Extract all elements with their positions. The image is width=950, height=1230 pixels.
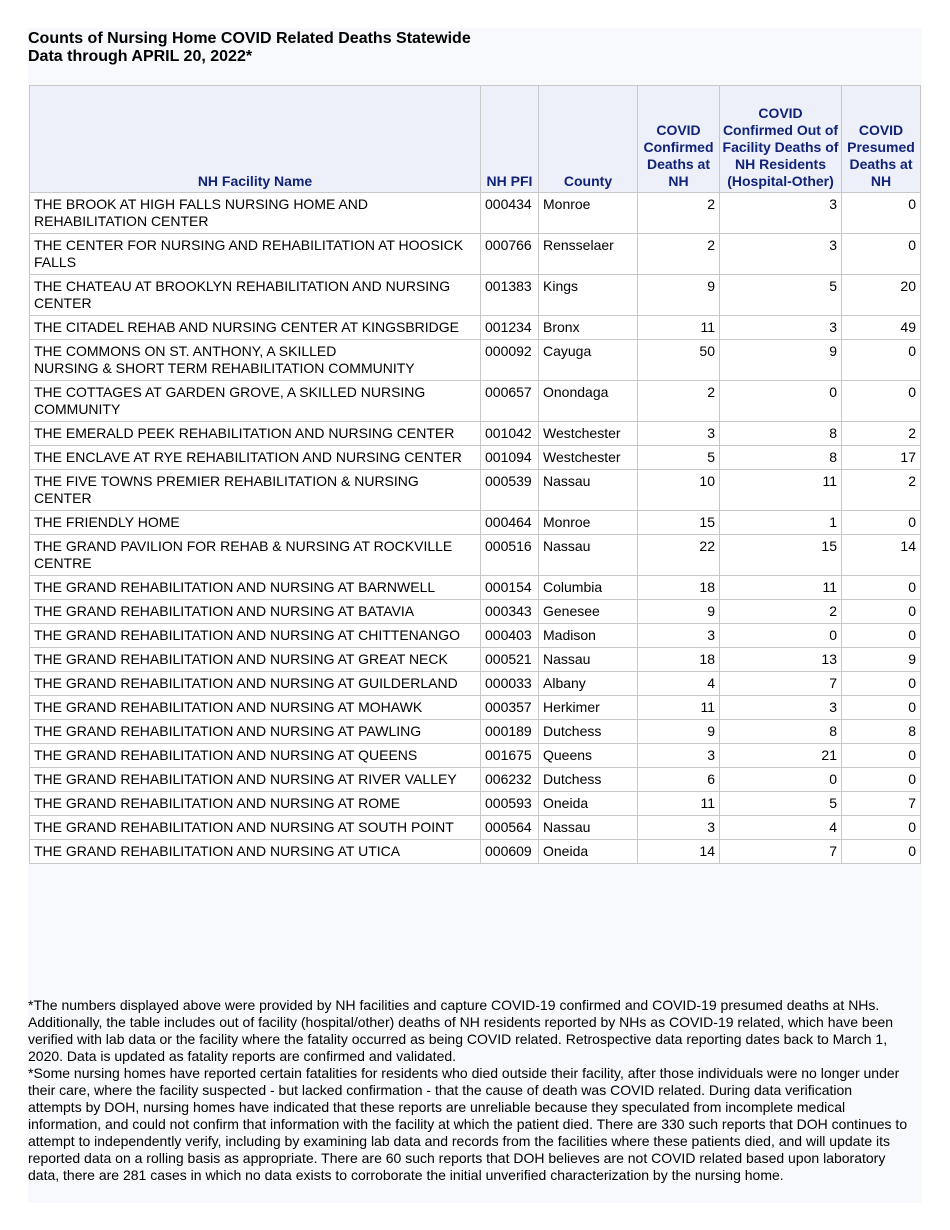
cell-confirmed-deaths: 15 (638, 511, 720, 535)
cell-presumed-deaths: 2 (842, 470, 921, 511)
table-row (30, 234, 921, 275)
cell-nh-pfi: 000343 (481, 600, 539, 624)
cell-nh-pfi: 000189 (481, 720, 539, 744)
cell-presumed-deaths: 49 (842, 316, 921, 340)
cell-nh-pfi: 001675 (481, 744, 539, 768)
cell-facility-name: THE GRAND REHABILITATION AND NURSING AT CHITTENANGO (30, 624, 481, 648)
footnotes (28, 997, 908, 1184)
cell-presumed-deaths: 9 (842, 648, 921, 672)
cell-nh-pfi: 000593 (481, 792, 539, 816)
cell-county: Oneida (539, 840, 638, 864)
cell-facility-name: THE GRAND REHABILITATION AND NURSING AT PAWLING (30, 720, 481, 744)
cell-county: Monroe (539, 193, 638, 234)
cell-confirmed-deaths: 9 (638, 275, 720, 316)
cell-out-of-facility-deaths: 2 (720, 600, 842, 624)
cell-nh-pfi: 000516 (481, 535, 539, 576)
cell-county: Nassau (539, 535, 638, 576)
cell-presumed-deaths: 0 (842, 193, 921, 234)
table-row (30, 744, 921, 768)
cell-nh-pfi: 001383 (481, 275, 539, 316)
cell-facility-name: THE COTTAGES AT GARDEN GROVE, A SKILLED NURSING COMMUNITY (30, 381, 481, 422)
cell-presumed-deaths: 17 (842, 446, 921, 470)
cell-out-of-facility-deaths: 11 (720, 470, 842, 511)
cell-nh-pfi: 000092 (481, 340, 539, 381)
table-row (30, 193, 921, 234)
col-header-county: County (539, 86, 638, 193)
cell-facility-name: THE GRAND REHABILITATION AND NURSING AT QUEENS (30, 744, 481, 768)
cell-out-of-facility-deaths: 8 (720, 446, 842, 470)
cell-out-of-facility-deaths: 7 (720, 840, 842, 864)
cell-out-of-facility-deaths: 3 (720, 316, 842, 340)
cell-presumed-deaths: 2 (842, 422, 921, 446)
cell-nh-pfi: 000154 (481, 576, 539, 600)
table-row (30, 696, 921, 720)
cell-presumed-deaths: 0 (842, 576, 921, 600)
table-row (30, 672, 921, 696)
table-row (30, 422, 921, 446)
cell-nh-pfi: 001042 (481, 422, 539, 446)
cell-confirmed-deaths: 18 (638, 648, 720, 672)
col-header-out-of-facility-deaths: COVID Confirmed Out of Facility Deaths of NH Residents (Hospital-Other) (720, 86, 842, 193)
cell-out-of-facility-deaths: 15 (720, 535, 842, 576)
cell-nh-pfi: 001094 (481, 446, 539, 470)
cell-facility-name: THE COMMONS ON ST. ANTHONY, A SKILLED NURSING & SHORT TERM REHABILITATION COMMUNITY (30, 340, 481, 381)
table-row (30, 624, 921, 648)
cell-out-of-facility-deaths: 3 (720, 193, 842, 234)
cell-out-of-facility-deaths: 7 (720, 672, 842, 696)
cell-county: Westchester (539, 446, 638, 470)
col-header-facility-name: NH Facility Name (30, 86, 481, 193)
cell-confirmed-deaths: 11 (638, 316, 720, 340)
cell-nh-pfi: 000434 (481, 193, 539, 234)
cell-facility-name: THE CENTER FOR NURSING AND REHABILITATION AT HOOSICK FALLS (30, 234, 481, 275)
cell-confirmed-deaths: 18 (638, 576, 720, 600)
cell-presumed-deaths: 8 (842, 720, 921, 744)
report-title-line-2: Data through APRIL 20, 2022* (28, 48, 253, 65)
cell-nh-pfi: 000657 (481, 381, 539, 422)
cell-county: Albany (539, 672, 638, 696)
cell-presumed-deaths: 0 (842, 696, 921, 720)
cell-county: Madison (539, 624, 638, 648)
footnote-data-description: *The numbers displayed above were provided by NH facilities and capture COVID-19 confirmed and COVID-19 presumed deaths at NHs. Additionally, the table includes out of facility (hospital/other) deaths of NH residents reported by NHs as COVID-19 related, which have been verified with lab data or the facility where the fatality occurred as being COVID related. Retrospective data reporting dates back to March 1, 2020. Data is updated as fatality reports are confirmed and validated. (28, 997, 894, 1064)
cell-nh-pfi: 006232 (481, 768, 539, 792)
cell-out-of-facility-deaths: 11 (720, 576, 842, 600)
table-row (30, 381, 921, 422)
cell-county: Monroe (539, 511, 638, 535)
cell-facility-name: THE FIVE TOWNS PREMIER REHABILITATION & NURSING CENTER (30, 470, 481, 511)
cell-presumed-deaths: 0 (842, 816, 921, 840)
cell-county: Bronx (539, 316, 638, 340)
cell-nh-pfi: 000403 (481, 624, 539, 648)
table-row (30, 316, 921, 340)
cell-out-of-facility-deaths: 9 (720, 340, 842, 381)
cell-out-of-facility-deaths: 5 (720, 792, 842, 816)
table-row (30, 446, 921, 470)
cell-presumed-deaths: 0 (842, 744, 921, 768)
cell-nh-pfi: 000539 (481, 470, 539, 511)
cell-facility-name: THE GRAND REHABILITATION AND NURSING AT BARNWELL (30, 576, 481, 600)
cell-nh-pfi: 000766 (481, 234, 539, 275)
cell-facility-name: THE ENCLAVE AT RYE REHABILITATION AND NURSING CENTER (30, 446, 481, 470)
table-row (30, 840, 921, 864)
cell-county: Dutchess (539, 720, 638, 744)
cell-confirmed-deaths: 3 (638, 744, 720, 768)
cell-presumed-deaths: 14 (842, 535, 921, 576)
cell-out-of-facility-deaths: 5 (720, 275, 842, 316)
table-row (30, 275, 921, 316)
cell-out-of-facility-deaths: 8 (720, 422, 842, 446)
cell-facility-name: THE GRAND REHABILITATION AND NURSING AT BATAVIA (30, 600, 481, 624)
cell-nh-pfi: 001234 (481, 316, 539, 340)
cell-presumed-deaths: 0 (842, 234, 921, 275)
cell-out-of-facility-deaths: 1 (720, 511, 842, 535)
cell-facility-name: THE GRAND REHABILITATION AND NURSING AT GREAT NECK (30, 648, 481, 672)
cell-presumed-deaths: 0 (842, 624, 921, 648)
cell-county: Nassau (539, 648, 638, 672)
table-row (30, 720, 921, 744)
cell-out-of-facility-deaths: 3 (720, 234, 842, 275)
cell-county: Rensselaer (539, 234, 638, 275)
cell-presumed-deaths: 20 (842, 275, 921, 316)
cell-confirmed-deaths: 22 (638, 535, 720, 576)
cell-nh-pfi: 000564 (481, 816, 539, 840)
cell-facility-name: THE CITADEL REHAB AND NURSING CENTER AT KINGSBRIDGE (30, 316, 481, 340)
cell-out-of-facility-deaths: 0 (720, 768, 842, 792)
cell-facility-name: THE CHATEAU AT BROOKLYN REHABILITATION AND NURSING CENTER (30, 275, 481, 316)
cell-county: Columbia (539, 576, 638, 600)
cell-confirmed-deaths: 11 (638, 696, 720, 720)
cell-confirmed-deaths: 3 (638, 422, 720, 446)
table-row (30, 648, 921, 672)
col-header-nh-pfi: NH PFI (481, 86, 539, 193)
cell-county: Herkimer (539, 696, 638, 720)
cell-county: Genesee (539, 600, 638, 624)
cell-nh-pfi: 000357 (481, 696, 539, 720)
table-row (30, 816, 921, 840)
table-row (30, 600, 921, 624)
cell-presumed-deaths: 0 (842, 381, 921, 422)
cell-nh-pfi: 000033 (481, 672, 539, 696)
cell-facility-name: THE GRAND REHABILITATION AND NURSING AT UTICA (30, 840, 481, 864)
cell-confirmed-deaths: 4 (638, 672, 720, 696)
report-title (28, 30, 471, 66)
col-header-confirmed-deaths: COVID Confirmed Deaths at NH (638, 86, 720, 193)
cell-county: Oneida (539, 792, 638, 816)
cell-facility-name: THE EMERALD PEEK REHABILITATION AND NURSING CENTER (30, 422, 481, 446)
table-header-row (30, 86, 921, 193)
cell-facility-name: THE GRAND REHABILITATION AND NURSING AT GUILDERLAND (30, 672, 481, 696)
deaths-table (29, 85, 921, 864)
table-body (30, 193, 921, 864)
cell-facility-name: THE FRIENDLY HOME (30, 511, 481, 535)
cell-county: Onondaga (539, 381, 638, 422)
cell-out-of-facility-deaths: 13 (720, 648, 842, 672)
deaths-table-container (29, 85, 921, 864)
cell-out-of-facility-deaths: 0 (720, 381, 842, 422)
table-row (30, 340, 921, 381)
cell-confirmed-deaths: 50 (638, 340, 720, 381)
cell-out-of-facility-deaths: 3 (720, 696, 842, 720)
cell-confirmed-deaths: 9 (638, 720, 720, 744)
table-row (30, 768, 921, 792)
cell-confirmed-deaths: 5 (638, 446, 720, 470)
cell-facility-name: THE GRAND REHABILITATION AND NURSING AT ROME (30, 792, 481, 816)
cell-confirmed-deaths: 3 (638, 816, 720, 840)
cell-nh-pfi: 000609 (481, 840, 539, 864)
cell-confirmed-deaths: 6 (638, 768, 720, 792)
cell-presumed-deaths: 0 (842, 511, 921, 535)
cell-presumed-deaths: 0 (842, 600, 921, 624)
table-row (30, 470, 921, 511)
cell-confirmed-deaths: 3 (638, 624, 720, 648)
footnote-unverified-reports: *Some nursing homes have reported certain fatalities for residents who died outside their facility, after those individuals were no longer under their care, where the facility suspected - but lacked confirmation - that the cause of death was COVID related. During data verification attempts by DOH, nursing homes have indicated that these reports are unreliable because they speculated from incomplete medical information, and could not confirm that information with the facility at which the patient died. There are 330 such reports that DOH continues to attempt to independently verify, including by examining lab data and records from the facilities where these patients died, and will update its reported data on a rolling basis as appropriate. There are 60 such reports that DOH believes are not COVID related based upon laboratory data, there are 281 cases in which no data exists to corroborate the initial unverified characterization by the nursing home. (28, 1065, 908, 1183)
cell-county: Queens (539, 744, 638, 768)
cell-out-of-facility-deaths: 8 (720, 720, 842, 744)
cell-confirmed-deaths: 2 (638, 193, 720, 234)
cell-county: Dutchess (539, 768, 638, 792)
table-row (30, 576, 921, 600)
cell-county: Nassau (539, 470, 638, 511)
cell-confirmed-deaths: 11 (638, 792, 720, 816)
table-row (30, 511, 921, 535)
cell-presumed-deaths: 0 (842, 340, 921, 381)
cell-presumed-deaths: 0 (842, 768, 921, 792)
cell-nh-pfi: 000464 (481, 511, 539, 535)
cell-confirmed-deaths: 9 (638, 600, 720, 624)
cell-county: Westchester (539, 422, 638, 446)
cell-out-of-facility-deaths: 0 (720, 624, 842, 648)
cell-confirmed-deaths: 10 (638, 470, 720, 511)
cell-presumed-deaths: 7 (842, 792, 921, 816)
cell-nh-pfi: 000521 (481, 648, 539, 672)
cell-out-of-facility-deaths: 4 (720, 816, 842, 840)
cell-presumed-deaths: 0 (842, 672, 921, 696)
cell-out-of-facility-deaths: 21 (720, 744, 842, 768)
cell-facility-name: THE GRAND REHABILITATION AND NURSING AT MOHAWK (30, 696, 481, 720)
col-header-presumed-deaths: COVID Presumed Deaths at NH (842, 86, 921, 193)
report-title-line-1: Counts of Nursing Home COVID Related Deaths Statewide (28, 30, 471, 47)
cell-confirmed-deaths: 2 (638, 234, 720, 275)
cell-confirmed-deaths: 2 (638, 381, 720, 422)
cell-facility-name: THE GRAND PAVILION FOR REHAB & NURSING AT ROCKVILLE CENTRE (30, 535, 481, 576)
cell-facility-name: THE GRAND REHABILITATION AND NURSING AT RIVER VALLEY (30, 768, 481, 792)
cell-presumed-deaths: 0 (842, 840, 921, 864)
table-row (30, 792, 921, 816)
cell-facility-name: THE GRAND REHABILITATION AND NURSING AT SOUTH POINT (30, 816, 481, 840)
cell-facility-name: THE BROOK AT HIGH FALLS NURSING HOME AND REHABILITATION CENTER (30, 193, 481, 234)
table-row (30, 535, 921, 576)
cell-confirmed-deaths: 14 (638, 840, 720, 864)
cell-county: Kings (539, 275, 638, 316)
cell-county: Cayuga (539, 340, 638, 381)
cell-county: Nassau (539, 816, 638, 840)
